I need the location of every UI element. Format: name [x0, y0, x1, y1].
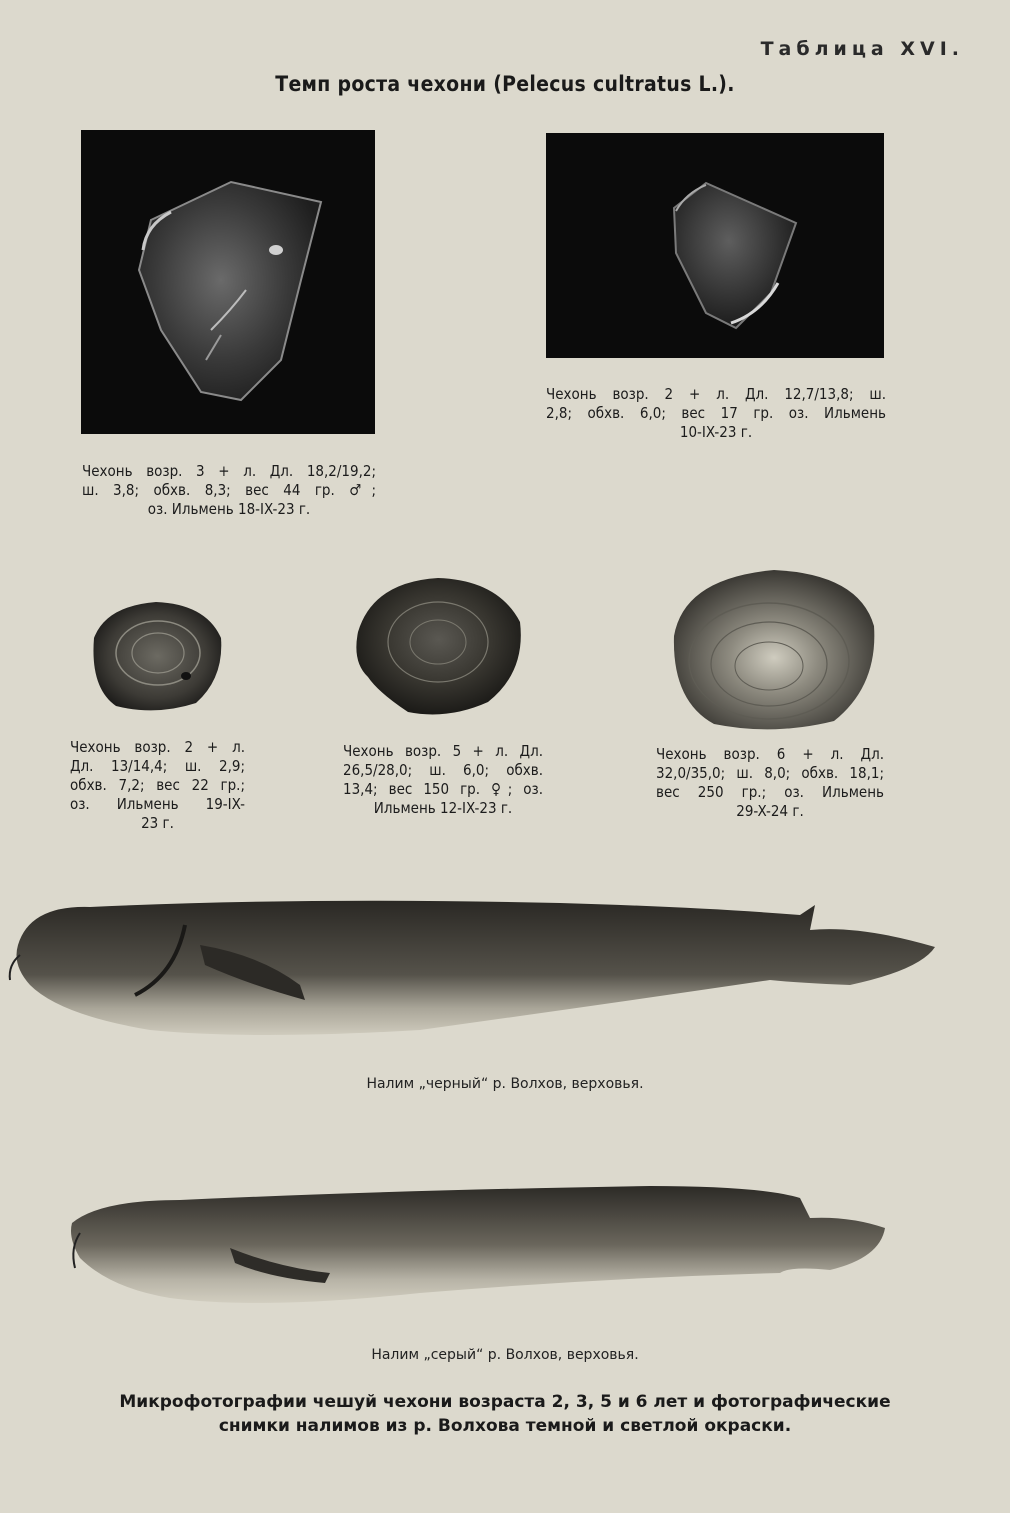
- scale-image-5: [664, 566, 880, 734]
- caption-line: 23 г.: [141, 814, 174, 832]
- burbot-grey-image: [0, 1178, 1010, 1328]
- burbot-black-photo: [0, 885, 1010, 1055]
- caption-line: Чехонь возр. 2 + л.: [70, 738, 245, 756]
- caption-line: обхв. 7,2; вес 22 гр.;: [70, 776, 245, 794]
- caption-line: оз. Ильмень 18-IX-23 г.: [147, 500, 311, 518]
- caption-line: 32,0/35,0; ш. 8,0; обхв. 18,1;: [656, 764, 884, 782]
- scale-photo-2: [546, 133, 884, 358]
- caption-line: 29-X-24 г.: [736, 802, 804, 820]
- scale-photo-4: [348, 572, 528, 720]
- burbot-grey-caption: Налим „серый“ р. Волхов, верховья.: [371, 1347, 639, 1363]
- caption-line: Чехонь возр. 3 + л. Дл. 18,2/19,2;: [82, 462, 376, 480]
- scale-photo-1: [81, 130, 375, 434]
- scale-caption-2: [546, 385, 886, 442]
- caption-line: Чехонь возр. 2 + л. Дл. 12,7/13,8; ш.: [546, 385, 886, 403]
- scale-image-1: [81, 130, 375, 434]
- scale-photo-3: [86, 598, 226, 718]
- caption-line: Чехонь возр. 5 + л. Дл.: [343, 742, 543, 760]
- caption-line: Ильмень 12-IX-23 г.: [373, 799, 513, 817]
- burbot-grey-photo: [0, 1178, 1010, 1328]
- scale-caption-3: [70, 738, 245, 833]
- caption-line: 10-IX-23 г.: [679, 423, 753, 441]
- description-line: Микрофотографии чешуй чехони возраста 2, 3, 5 и 6 лет и фотографические: [119, 1392, 891, 1412]
- scale-image-2: [546, 133, 884, 358]
- page-title: Темп роста чехони (Pelecus cultratus L.).: [275, 72, 735, 96]
- scale-caption-1: [82, 462, 376, 519]
- caption-line: 13,4; вес 150 гр. ♀; оз.: [343, 780, 543, 798]
- caption-line: 2,8; обхв. 6,0; вес 17 гр. оз. Ильмень: [546, 404, 886, 422]
- plate-description: [0, 1390, 1010, 1438]
- description-line: снимки налимов из р. Волхова темной и светлой окраски.: [218, 1416, 792, 1436]
- plate-label: Таблица XVI.: [760, 38, 964, 60]
- caption-line: Чехонь возр. 6 + л. Дл.: [656, 745, 884, 763]
- scale-caption-4: [343, 742, 543, 818]
- caption-line: Дл. 13/14,4; ш. 2,9;: [70, 757, 245, 775]
- caption-line: оз. Ильмень 19-IX-: [70, 795, 245, 813]
- caption-line: вес 250 гр.; оз. Ильмень: [656, 783, 884, 801]
- caption-line: ш. 3,8; обхв. 8,3; вес 44 гр. ♂;: [82, 481, 376, 499]
- scale-caption-5: [656, 745, 884, 821]
- caption-line: 26,5/28,0; ш. 6,0; обхв.: [343, 761, 543, 779]
- scale-image-4: [348, 572, 528, 720]
- scale-image-3: [86, 598, 226, 718]
- scale-photo-5: [664, 566, 880, 734]
- burbot-black-caption: Налим „черный“ р. Волхов, верховья.: [366, 1076, 644, 1092]
- burbot-black-image: [0, 885, 1010, 1055]
